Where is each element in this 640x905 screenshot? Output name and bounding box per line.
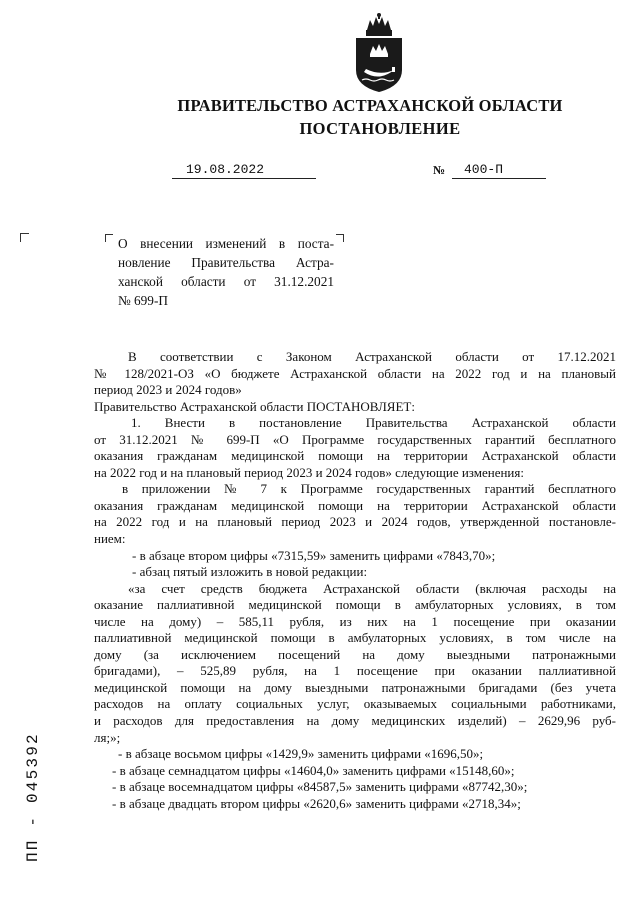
body-line: нием: [94,531,126,547]
body-line: медицинской помощи на дому выездными патронажными бригадами (без учета [94,679,616,695]
body-line: - в абзаце двадцать втором цифры «2620,6» заменить цифрами «2718,34»; [112,795,521,811]
body-line: и расходов для предоставления на дому медицинских изделий) – 2629,96 руб- [94,713,616,729]
subject-line: О внесении изменений в поста- [118,236,334,251]
body-line: бригадами), – 525,89 рубля, на 1 посещение при оказании паллиативной [94,663,616,679]
body-line: на 2022 год и на плановый период 2023 и 2024 годов, утвержденной постановле- [94,514,616,530]
body-line: период 2023 и 2024 годов» [94,382,242,398]
document-type: ПОСТАНОВЛЕНИЕ [299,119,461,138]
body-line: оказание паллиативной медицинской помощи в амбулаторных условиях, в том [94,597,616,613]
body-line: числе на дому) – 585,11 рубля, из них на 1 посещение при оказании [94,613,616,629]
document-date: 19.08.2022 [172,162,316,179]
body-line: - в абзаце семнадцатом цифры «14604,0» заменить цифрами «15148,60»; [112,762,515,778]
body-line: расходов на оплату социальных услуг, оказываемых социальными работниками, [94,696,616,712]
body-line: - в абзаце восьмом цифры «1429,9» заменить цифрами «1696,50»; [118,746,484,762]
astrakhan-coat-of-arms-icon [350,12,408,94]
subject-line: новление Правительства Астра- [118,255,334,270]
org-title: ПРАВИТЕЛЬСТВО АСТРАХАНСКОЙ ОБЛАСТИ [177,96,563,115]
body-line: оказания гражданам медицинской помощи на территории Астраханской области [94,497,616,513]
body-line: - в абзаце восемнадцатом цифры «84587,5» заменить цифрами «87742,30»; [112,779,528,795]
subject-line: ханской области от 31.12.2021 [118,274,334,289]
body-line: В соответствии с Законом Астраханской области от 17.12.2021 [128,349,616,364]
body-line: Правительство Астраханской области ПОСТАНОВЛЯЕТ: [94,398,415,414]
document-body [94,349,616,812]
body-line: дому (за исключением посещений на дому выездными патронажными [94,646,616,662]
number-sign: № [433,163,446,177]
body-line: «за счет средств бюджета Астраханской области (включая расходы на [128,580,616,596]
body-line: на 2022 год и на плановый период 2023 и 2024 годов» следующие изменения: [94,464,524,480]
body-line: оказания гражданам медицинской помощи на территории Астраханской области [94,448,616,464]
subject-line: № 699-П [118,293,168,308]
body-line: паллиативной медицинской помощи в амбулаторных условиях, в том числе на [94,630,616,646]
form-serial-number: ПП - 045392 [24,732,42,862]
document-number: 400-П [452,162,546,179]
margin-corner-mark [20,233,29,242]
body-line: - в абзаце втором цифры «7315,59» заменить цифрами «7843,70»; [132,547,496,563]
subject-corner-left [105,234,113,242]
body-line: № 128/2021-ОЗ «О бюджете Астраханской области на 2022 год и на плановый [94,365,616,381]
body-line: 1. Внести в постановление Правительства Астраханской области [131,415,616,431]
body-line: ля;»; [94,729,121,745]
body-line: - абзац пятый изложить в новой редакции: [132,564,368,580]
body-line: от 31.12.2021 № 699-П «О Программе государственных гарантий бесплатного [94,431,616,447]
body-line: в приложении № 7 к Программе государственных гарантий бесплатного [122,481,616,497]
subject-corner-right [336,234,344,242]
document-subject [118,234,334,310]
